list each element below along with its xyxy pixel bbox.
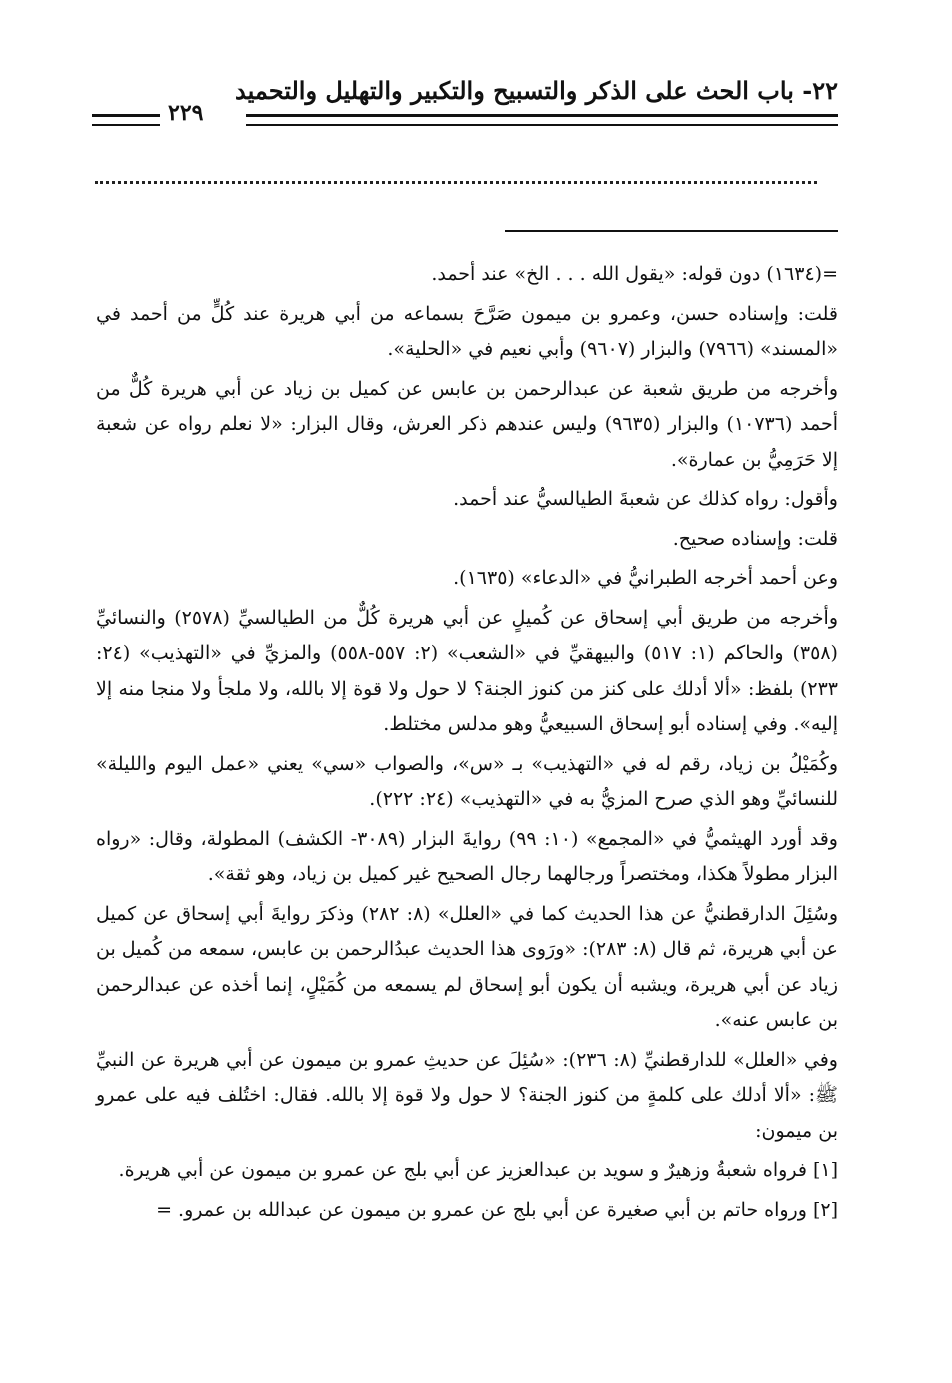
footnote-paragraph: وسُئِلَ الدارقطنيُّ عن هذا الحديث كما في «العلل» (٨: ٢٨٢) وذكرَ روايةَ أبي إسحاق عن كميل عن أبي هريرة، ثم قال (٨: ٢٨٣): «ورَوى هذا الحديث عبدُالرحمن بن عابس، سمعه من كُميل بن زياد عن أبي هريرة، ويشبه أن يكون أبو إسحاق لم يسمعه من كُمَيْلٍ، إنما أخذه عن عبدالرحمن بن عابس عنه». bbox=[96, 902, 838, 1031]
footnote-paragraph: وأخرجه من طريق أبي إسحاق عن كُميلٍ عن أبي هريرة كُلٌّ من الطيالسيِّ (٢٥٧٨) والنسائيِّ (٣٥٨) والحاكم (١: ٥١٧) والبيهقيِّ في «الشعب» (٢: ٥٥٧-٥٥٨) والمزيِّ في «التهذيب» (٢٤: ٢٣٣) بلفظ: «ألا أدلك على كنز من كنوز الجنة؟ لا حول ولا قوة إلا بالله، ولا ملجأ ولا منجا منه إلا إليه». وفي إسناده أبو إسحاق السبيعيُّ وهو مدلس مختلط. bbox=[96, 606, 839, 735]
footnote-paragraph: وفي «العلل» للدارقطنيِّ (٨: ٢٣٦): «سُئِلَ عن حديثِ عمرو بن ميمون عن أبي هريرة عن النبيِّ ﷺ: «ألا أدلك على كلمةٍ من كنوز الجنة؟ لا حول ولا قوة إلا بالله. فقال: اختُلف فيه على عمرو بن ميمون: bbox=[96, 1048, 838, 1142]
footnote-body bbox=[96, 257, 838, 1232]
footnote-paragraph: وعن أحمد أخرجه الطبرانيُّ في «الدعاء» (١٦٣٥). bbox=[453, 567, 838, 589]
footnote-paragraph: [٢] ورواه حاتم بن أبي صغيرة عن أبي بلج عن عمرو بن ميمون عن عبدالله بن عمرو. = bbox=[156, 1198, 838, 1221]
footnote-separator bbox=[505, 230, 838, 232]
footnote-paragraph: وقد أورد الهيثميُّ في «المجمع» (١٠: ٩٩) روايةَ البزار (٣٠٨٩- الكشف) المطولة، وقال: «رواه البزار مطولاً هكذا، ومختصراً ورجالهما رجال الصحيح غير كميل بن زياد، وهو ثقة». bbox=[96, 827, 838, 885]
footnote-paragraph: [١] فرواه شعبةُ وزهيرٌ و سويد بن عبدالعزيز عن أبي بلج عن عمرو بن ميمون عن أبي هريرة. bbox=[118, 1159, 838, 1181]
footnote-paragraph: =(١٦٣٤) دون قوله: «يقول الله . . . الخ» عند أحمد. bbox=[431, 263, 838, 285]
footnote-paragraph: وكُمَيْلُ بن زياد، رقم له في «التهذيب» بـ «س»، والصواب «سي» يعني «عمل اليوم والليلة» للنسائيِّ وهو الذي صرح المزيُّ به في «التهذيب» (٢٤: ٢٢٢). bbox=[96, 752, 838, 810]
header-rule-left bbox=[92, 114, 160, 126]
page-number: ٢٢٩ bbox=[168, 100, 204, 126]
page-header bbox=[92, 70, 838, 130]
footnote-paragraph: وأخرجه من طريق شعبة عن عبدالرحمن بن عابس عن كميل بن زياد عن أبي هريرة كُلٌّ من أحمد (١٠٧٣٦) والبزار (٩٦٣٥) وليس عندهم ذكر العرش، وقال البزار: «لا نعلم رواه عن شعبة إلا حَرَمِيُّ بن عمارة». bbox=[96, 377, 838, 471]
footnote-paragraph: قلت: وإسناده صحيح. bbox=[672, 527, 838, 550]
footnote-paragraph: قلت: وإسناده حسن، وعمرو بن ميمون صَرَّحَ بسماعه من أبي هريرة عند كُلٍّ من أحمد في «المسند» (٧٩٦٦) والبزار (٩٦٠٧) وأبي نعيم في «الحلية». bbox=[96, 302, 838, 360]
chapter-title: ٢٢- باب الحث على الذكر والتسبيح والتكبير والتهليل والتحميد bbox=[235, 76, 838, 105]
dotted-divider bbox=[95, 181, 817, 184]
footnote-paragraph: وأقول: رواه كذلك عن شعبةَ الطيالسيُّ عند أحمد. bbox=[453, 488, 838, 510]
header-rule-right bbox=[246, 114, 838, 126]
